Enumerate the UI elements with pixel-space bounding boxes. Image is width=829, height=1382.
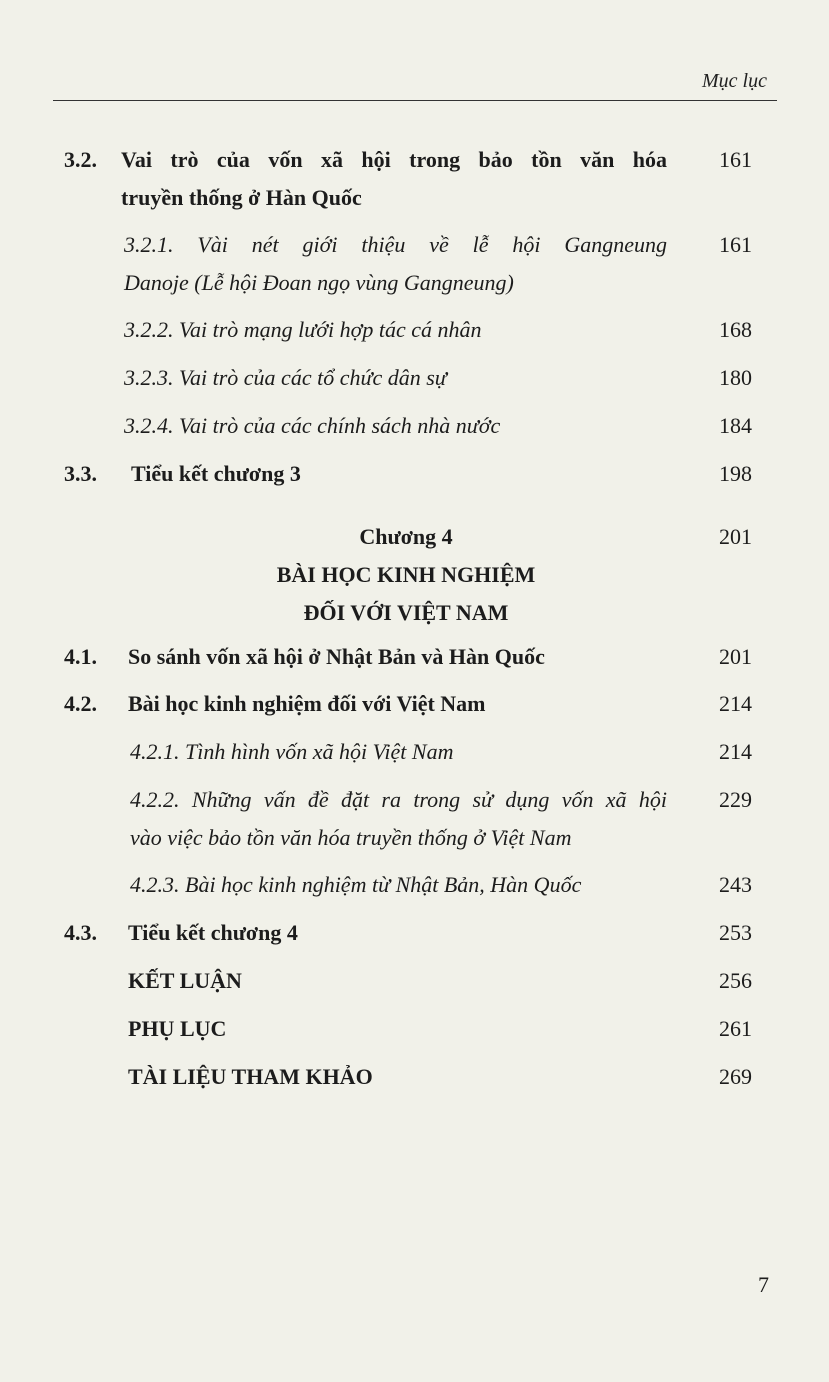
page-reference: 180 xyxy=(719,365,752,390)
toc-entry-title: Bài học kinh nghiệm đối với Việt Nam xyxy=(128,691,486,716)
toc-subentry-title: 4.2.2. Những vấn đề đặt ra trong sử dụng vốn xã hội xyxy=(130,787,667,812)
chapter-title: ĐỐI VỚI VIỆT NAM xyxy=(303,600,509,625)
toc-entry-title: TÀI LIỆU THAM KHẢO xyxy=(128,1064,373,1089)
entry-number: 3.3. xyxy=(64,461,97,486)
page-reference: 168 xyxy=(719,317,752,342)
page-reference: 229 xyxy=(719,787,752,812)
toc-subentry-title: 3.2.3. Vai trò của các tổ chức dân sự xyxy=(124,365,447,390)
page-reference: 261 xyxy=(719,1016,752,1041)
entry-number: 3.2. xyxy=(64,147,97,172)
page-reference: 253 xyxy=(719,920,752,945)
page-reference: 198 xyxy=(719,461,752,486)
page-reference: 201 xyxy=(719,644,752,669)
toc-entry-title: So sánh vốn xã hội ở Nhật Bản và Hàn Quốc xyxy=(128,644,545,669)
entry-number: 4.3. xyxy=(64,920,97,945)
chapter-label: Chương 4 xyxy=(359,524,453,549)
page-reference: 256 xyxy=(719,968,752,993)
toc-entry-title: Tiểu kết chương 4 xyxy=(128,920,298,945)
header-rule xyxy=(53,100,777,101)
toc-entry-title: Vai trò của vốn xã hội trong bảo tồn văn hóa xyxy=(121,147,667,172)
entry-number: 4.2. xyxy=(64,691,97,716)
toc-entry-title: truyền thống ở Hàn Quốc xyxy=(121,185,362,210)
page-reference: 184 xyxy=(719,413,752,438)
toc-entry-title: KẾT LUẬN xyxy=(128,968,242,993)
chapter-title: BÀI HỌC KINH NGHIỆM xyxy=(276,562,536,587)
toc-entry-title: PHỤ LỤC xyxy=(128,1016,227,1041)
toc-subentry-title: 3.2.1. Vài nét giới thiệu về lễ hội Gangneung xyxy=(124,232,667,257)
entry-number: 4.1. xyxy=(64,644,97,669)
toc-entry-title: Tiểu kết chương 3 xyxy=(131,461,301,486)
toc-subentry-title: 4.2.1. Tình hình vốn xã hội Việt Nam xyxy=(130,739,454,764)
page-reference: 214 xyxy=(719,691,752,716)
page-reference: 161 xyxy=(719,232,752,257)
toc-subentry-title: 3.2.4. Vai trò của các chính sách nhà nước xyxy=(124,413,501,438)
toc-subentry-title: 3.2.2. Vai trò mạng lưới hợp tác cá nhân xyxy=(124,317,482,342)
running-head: Mục lục xyxy=(702,70,767,92)
page-number: 7 xyxy=(758,1272,769,1297)
toc-subentry-title: 4.2.3. Bài học kinh nghiệm từ Nhật Bản, Hàn Quốc xyxy=(130,872,582,897)
page-reference: 214 xyxy=(719,739,752,764)
page-reference: 201 xyxy=(719,524,752,549)
toc-subentry-title: Danoje (Lễ hội Đoan ngọ vùng Gangneung) xyxy=(124,270,514,295)
page-reference: 243 xyxy=(719,872,752,897)
page-reference: 161 xyxy=(719,147,752,172)
toc-subentry-title: vào việc bảo tồn văn hóa truyền thống ở Việt Nam xyxy=(130,825,572,850)
page-reference: 269 xyxy=(719,1064,752,1089)
